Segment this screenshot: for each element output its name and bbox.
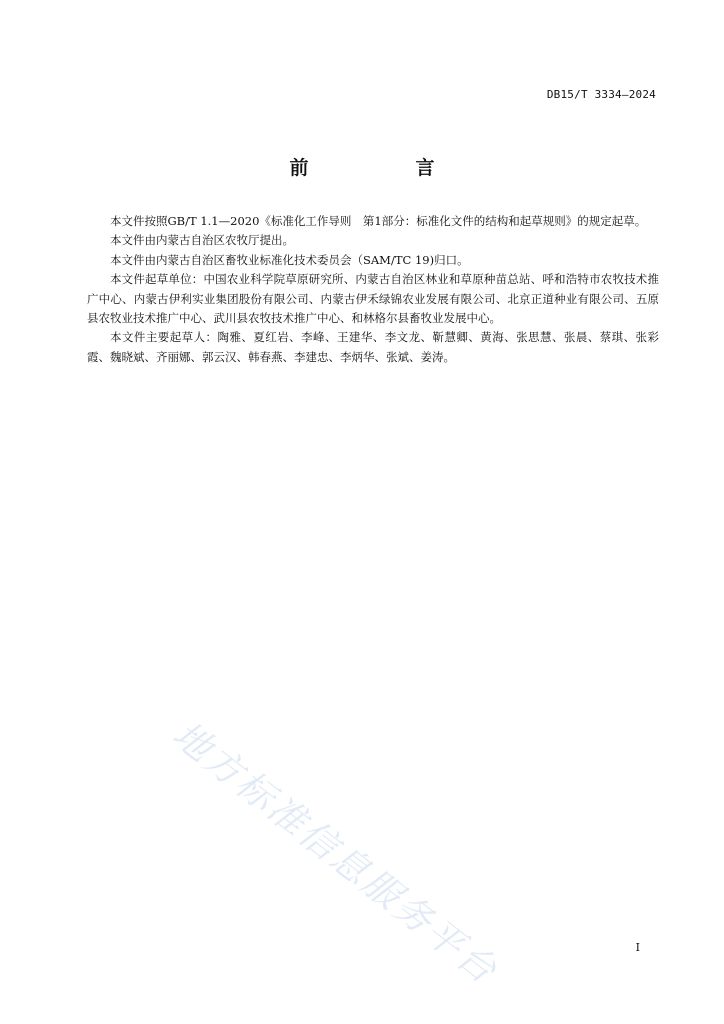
preface-body (87, 212, 659, 367)
paragraph-drafters: 本文件主要起草人：陶雅、夏红岩、李峰、王建华、李文龙、靳慧卿、黄海、张思慧、张晨、蔡琪、张彩霞、魏晓斌、齐丽娜、郭云汉、韩春燕、李建忠、李炳华、张斌、姜涛。 (87, 330, 659, 364)
page-number: I (635, 941, 640, 954)
paragraph-drafting-rules: 本文件按照GB/T 1.1—2020《标准化工作导则 第1部分：标准化文件的结构和起草规则》的规定起草。 (110, 214, 647, 228)
paragraph-committee: 本文件由内蒙古自治区畜牧业标准化技术委员会（SAM/TC 19)归口。 (110, 252, 469, 267)
section-title: 前 言 (289, 157, 479, 179)
paragraph-drafting-units: 本文件起草单位：中国农业科学院草原研究所、内蒙古自治区林业和草原种苗总站、呼和浩特市农牧技术推广中心、内蒙古伊利实业集团股份有限公司、内蒙古伊禾绿锦农业发展有限公司、北京正道种业有限公司、五原县农牧业技术推广中心、武川县农牧技术推广中心、和林格尔县畜牧业发展中心。 (87, 272, 659, 326)
paragraph-proposer: 本文件由内蒙古自治区农牧厅提出。 (110, 233, 294, 248)
watermark-text: 地方标准信息服务平台 (164, 712, 507, 993)
document-code: DB15/T 3334—2024 (546, 88, 656, 101)
